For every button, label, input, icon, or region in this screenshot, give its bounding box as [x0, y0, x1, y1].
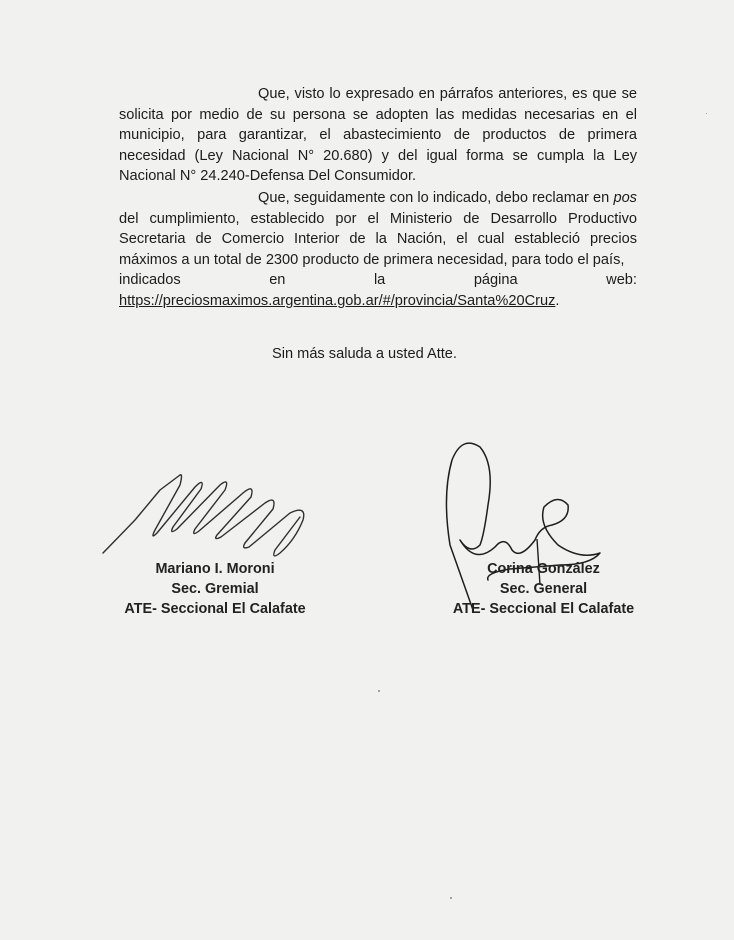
url-line: [119, 291, 637, 312]
signer-organization: ATE- Seccional El Calafate: [124, 601, 306, 617]
word: web:: [606, 272, 637, 289]
word: la: [373, 272, 386, 289]
url-period: .: [555, 292, 560, 309]
paragraph-2-body: [119, 188, 637, 270]
signature-block-moroni: [120, 559, 310, 619]
word: en: [269, 272, 286, 289]
paragraph-2: [119, 188, 637, 312]
word: indicados: [119, 272, 181, 289]
italic-word: pos: [613, 190, 637, 206]
closing-line: [0, 346, 734, 362]
word: página: [473, 272, 518, 289]
signer-role: Sec. Gremial: [171, 581, 259, 597]
signature-block-gonzalez: [446, 559, 641, 619]
spread-line: [119, 270, 637, 291]
precios-maximos-link[interactable]: https://preciosmaximos.argentina.gob.ar/#/provincia/Santa%20Cruz: [119, 292, 556, 309]
paragraph-1: Que, visto lo expresado en párrafos anteriores, es que se solicita por medio de su persona se adopten las medidas necesarias en el municipio, para garantizar, el abastecimiento de productos de primera necesidad (Ley Nacional N° 20.680) y del igual forma se cumpla la Ley Nacional N° 24.240-Defensa Del Consumidor.: [119, 86, 637, 185]
signature-scribble-moroni: [95, 465, 335, 565]
signer-name: Mariano I. Moroni: [155, 561, 275, 577]
signer-role: Sec. General: [499, 581, 588, 597]
signer-name: Corina González: [487, 561, 600, 577]
scan-speck: [378, 690, 380, 692]
closing-text: Sin más saluda a usted Atte.: [272, 346, 457, 362]
scan-speck: [706, 113, 707, 114]
scan-speck: [450, 897, 452, 899]
paragraph-2-middle: del cumplimiento, establecido por el Ministerio de Desarrollo Productivo Secretaria de Comercio Interior de la Nación, el cual estableció precios máximos a un total de 2300 producto de primera necesidad, para todo el país,: [119, 210, 637, 268]
paragraph-2-start: Que, seguidamente con lo indicado, debo reclamar en: [258, 190, 610, 206]
signer-organization: ATE- Seccional El Calafate: [452, 601, 635, 617]
